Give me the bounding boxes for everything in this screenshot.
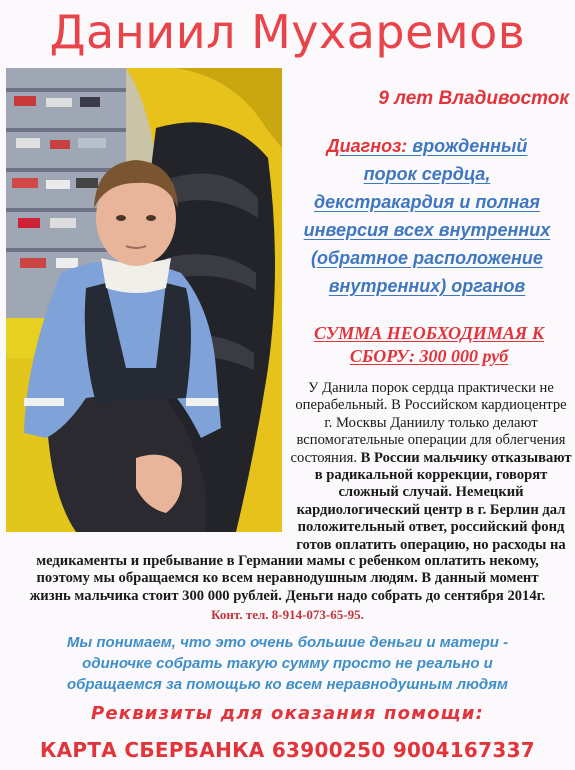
contact-phone: Конт. тел. 8-914-073-65-95.: [211, 607, 364, 622]
story-line: У Данила порок сердца практически не: [308, 380, 554, 396]
story-bold-line: готов оплатить операцию, но расходы на: [296, 536, 566, 553]
appeal-line: обращаемся за помощью ко всем неравнодушным людям: [66, 676, 509, 693]
appeal-line: одиночке собрать такую сумму просто не реально и: [82, 655, 493, 672]
diagnosis-first-line: [282, 132, 572, 160]
story-wide-text: [0, 553, 575, 605]
story-line: операбельный. В Российском кардиоцентре: [295, 397, 567, 414]
diagnosis-line: внутренних) органов: [328, 276, 526, 296]
story-line: [286, 450, 575, 467]
story-bold-line: сложный случай. Немецкий: [338, 484, 524, 501]
age-and-city: 9 лет Владивосток: [378, 88, 569, 109]
diagnosis-line: инверсия всех внутренних: [303, 220, 551, 240]
story-line: вспомогательные операции для облегчения: [296, 432, 566, 449]
boy-in-toy-car-icon: [6, 68, 282, 532]
story-bold-line: положительный ответ, российский фонд: [297, 519, 565, 536]
diagnosis-label: Диагноз:: [326, 136, 408, 156]
story-wide-line: поэтому мы обращаемся ко всем неравнодушным людям. В данный момент: [36, 570, 539, 587]
story-wide-line: медикаменты и пребывание в Германии мамы с ребенком оплатить некому,: [36, 553, 539, 569]
story-text: [286, 380, 575, 554]
appeal-text: [0, 632, 575, 695]
sum-line: СУММА НЕОБХОДИМАЯ К: [313, 323, 545, 343]
diagnosis-line: порок сердца,: [363, 164, 491, 184]
child-photo: [6, 68, 282, 532]
diagnosis-line: (обратное расположение: [311, 248, 543, 268]
page-title: Даниил Мухаремов: [49, 5, 526, 59]
appeal-line: Мы понимаем, что это очень большие деньги и матери -: [66, 634, 509, 651]
story-wide-line: жизнь мальчика стоит 300 000 рублей. Деньги надо собрать до сентября 2014г.: [29, 587, 546, 604]
required-sum: [284, 322, 574, 368]
requisites-heading: Реквизиты для оказания помощи:: [90, 703, 484, 724]
diagnosis-line: декстракардия и полная: [313, 192, 541, 212]
story-line-start: состояния.: [290, 449, 358, 466]
story-bold-line: кардиологический центр в г. Берлин дал: [296, 501, 566, 518]
sberbank-card-number: КАРТА СБЕРБАНКА 63900250 9004167337: [39, 738, 535, 762]
sum-line: СБОРУ: 300 000 руб: [349, 346, 509, 366]
diagnosis-first-line-rest: врожденный: [407, 136, 528, 156]
story-bold-line: в радикальной коррекции, говорят: [314, 467, 548, 484]
story-bold-inline: В России мальчику отказывают: [357, 449, 572, 466]
diagnosis-block: [282, 132, 572, 300]
story-line: г. Москвы Даниилу только делают: [324, 414, 538, 431]
